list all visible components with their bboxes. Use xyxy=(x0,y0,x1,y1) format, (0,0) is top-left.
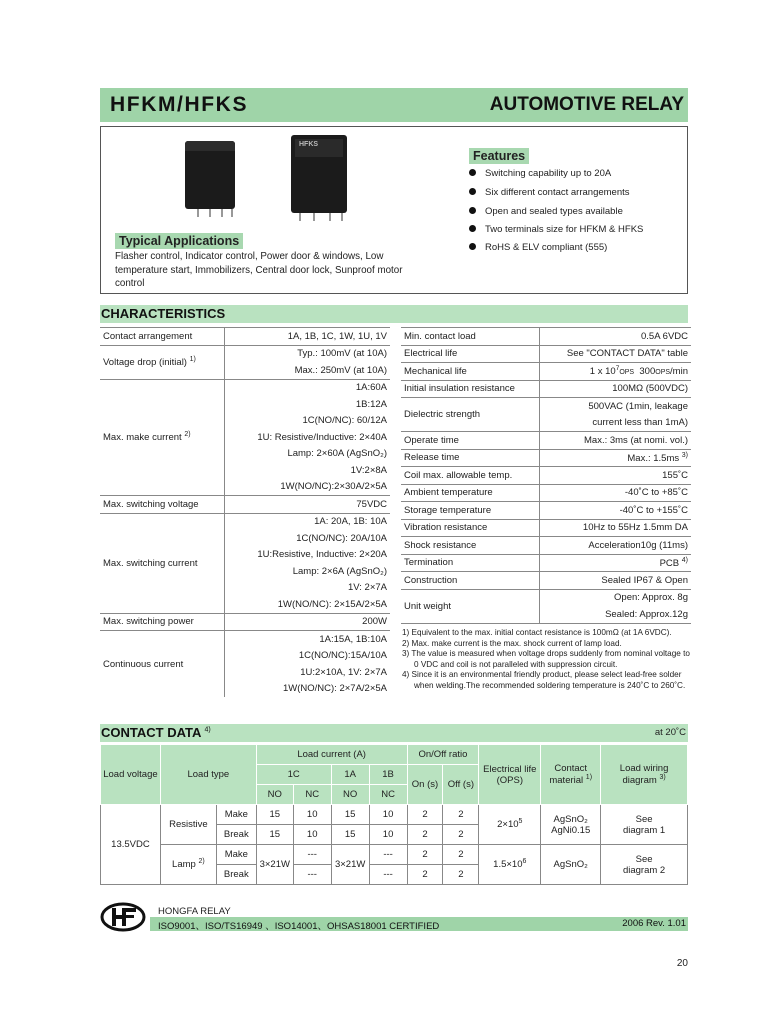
table-cell: 1U: Resistive/Inductive: 2×40A xyxy=(257,431,387,443)
bullet-icon xyxy=(469,243,476,250)
table-row xyxy=(401,467,691,485)
table-row xyxy=(401,589,691,606)
table-cell: Initial insulation resistance xyxy=(401,380,540,398)
table-cell: 2 xyxy=(407,825,443,845)
table-cell: On/Off ratio xyxy=(407,745,479,765)
table-cell: Release time xyxy=(401,449,540,467)
feature-item: Two terminals size for HFKM & HFKS xyxy=(469,224,643,235)
page-number: 20 xyxy=(676,958,688,969)
relay-image-2 xyxy=(291,135,347,213)
table-cell: 1W(NO/NC): 2×7A/2×5A xyxy=(282,683,387,695)
footer-company: HONGFA RELAY xyxy=(158,906,231,917)
table-cell: Sealed: Approx.12g xyxy=(540,606,691,623)
table-cell: 200W xyxy=(224,613,390,631)
table-cell: Open: Approx. 8g xyxy=(614,592,688,604)
table-cell: AgSnO₂ xyxy=(541,845,601,885)
table-cell: 0.5A 6VDC xyxy=(540,328,691,346)
table-cell: 100MΩ (500VDC) xyxy=(540,380,691,398)
table-cell: 10 xyxy=(369,805,407,825)
table-cell: Break xyxy=(216,825,256,845)
table-cell: 1U:Resistive, Inductive: 2×20A xyxy=(257,549,387,561)
table-cell: 155˚C xyxy=(540,467,691,485)
table-cell: Electrical life (OPS) xyxy=(479,745,541,805)
table-cell: 2 xyxy=(443,845,479,865)
footnote: 1) Equivalent to the max. initial contact resistance is 100mΩ (at 1A 6VDC). xyxy=(402,628,672,637)
table-cell: --- xyxy=(293,845,331,865)
contact-data-bar xyxy=(100,724,688,742)
model-title: HFKM/HFKS xyxy=(110,93,249,116)
table-row xyxy=(401,537,691,555)
table-row xyxy=(401,554,691,572)
table-cell: Ambient temperature xyxy=(401,484,540,502)
table-cell: $1.5\times 10^6$ xyxy=(479,845,541,885)
table-cell: 75VDC xyxy=(224,496,390,514)
table-cell: Min. contact load xyxy=(401,328,540,346)
table-row xyxy=(101,805,688,825)
table-cell: Lamp: 2×60A (AgSnO₂) xyxy=(287,448,387,460)
table-cell: Load current (A) xyxy=(256,745,407,765)
table-cell: 1V:2×8A xyxy=(350,464,387,476)
contact-data-temperature: at 20˚C xyxy=(654,727,686,738)
category-title: AUTOMOTIVE RELAY xyxy=(489,94,684,115)
table-row xyxy=(100,513,390,530)
table-row xyxy=(401,449,691,467)
table-cell: Make xyxy=(216,805,256,825)
table-cell: Continuous current xyxy=(100,631,224,698)
table-cell: Contact material $^{1)}$ xyxy=(541,745,601,805)
table-row xyxy=(401,380,691,398)
table-row xyxy=(401,432,691,450)
table-cell: Max.: 3ms (at nomi. vol.) xyxy=(540,432,691,450)
table-cell: 1A xyxy=(331,765,369,785)
table-cell: 10 xyxy=(293,825,331,845)
table-row xyxy=(401,328,691,346)
table-cell: Break xyxy=(216,865,256,885)
characteristics-title: CHARACTERISTICS xyxy=(101,306,226,321)
table-row xyxy=(401,363,691,381)
table-cell: 1A: 20A, 1B: 10A xyxy=(314,516,387,528)
bullet-icon xyxy=(469,225,476,232)
feature-item: Open and sealed types available xyxy=(469,206,623,217)
table-row xyxy=(100,496,390,514)
characteristics-bar xyxy=(100,305,688,323)
table-cell: --- xyxy=(369,865,407,885)
table-cell: Coil max. allowable temp. xyxy=(401,467,540,485)
characteristics-table-right xyxy=(401,327,691,624)
table-cell: 15 xyxy=(256,825,293,845)
table-cell: Max. switching power xyxy=(100,613,224,631)
table-cell: 1V: 2×7A xyxy=(348,582,387,594)
bullet-icon xyxy=(469,169,476,176)
feature-item: Switching capability up to 20A xyxy=(469,168,611,179)
table-cell: See "CONTACT DATA" table xyxy=(540,345,691,363)
table-cell: -40˚C to +155˚C xyxy=(540,502,691,520)
table-cell: 1U:2×10A, 1V: 2×7A xyxy=(300,666,387,678)
table-cell: 1C(NO/NC): 20A/10A xyxy=(296,532,387,544)
table-cell: NO xyxy=(256,785,293,805)
table-cell: 15 xyxy=(331,825,369,845)
title-bar xyxy=(100,88,688,122)
table-cell: Acceleration10g (11ms) xyxy=(540,537,691,555)
table-cell: Load wiring diagram $^{3)}$ xyxy=(601,745,688,805)
table-cell: Typ.: 100mV (at 10A) xyxy=(297,348,387,360)
table-cell: Resistive xyxy=(160,805,216,845)
feature-item: Six different contact arrangements xyxy=(469,187,630,198)
table-row xyxy=(100,631,390,648)
table-cell: NO xyxy=(331,785,369,805)
bullet-icon xyxy=(469,207,476,214)
relay-marking: HFKS xyxy=(299,141,319,148)
table-row xyxy=(401,519,691,537)
characteristics-table-left xyxy=(100,327,390,697)
table-cell: 500VAC (1min, leakage xyxy=(588,400,688,412)
table-cell: 1A:15A, 1B:10A xyxy=(319,633,387,645)
features-label: Features xyxy=(469,148,529,164)
table-row xyxy=(401,398,691,415)
table-cell: Make xyxy=(216,845,256,865)
hongfa-logo xyxy=(100,902,146,932)
table-cell: 10 xyxy=(293,805,331,825)
relay-image-1 xyxy=(185,141,235,209)
table-row xyxy=(401,345,691,363)
table-cell: PCB $^{4)}$ xyxy=(540,554,691,572)
table-cell: current less than 1mA) xyxy=(540,415,691,432)
table-cell: 2 xyxy=(443,865,479,885)
table-cell: 3×21W xyxy=(331,845,369,885)
footer-certifications: ISO9001、ISO/TS16949 、ISO14001、OHSAS18001 CERTIFIED xyxy=(158,921,440,932)
table-cell: 1C(NO/NC):15A/10A xyxy=(298,650,387,662)
table-cell: Lamp $^{2)}$ xyxy=(160,845,216,885)
footnotes xyxy=(402,628,692,692)
table-cell: 2 xyxy=(443,825,479,845)
table-cell: 10Hz to 55Hz 1.5mm DA xyxy=(540,519,691,537)
table-row xyxy=(100,613,390,631)
table-cell: 2 xyxy=(407,865,443,885)
table-cell: See diagram 2 xyxy=(601,845,688,885)
table-cell: 2 xyxy=(407,845,443,865)
table-cell: Lamp: 2×6A (AgSnO₂) xyxy=(292,565,387,577)
table-cell: Termination xyxy=(401,554,540,572)
table-cell: Mechanical life xyxy=(401,363,540,381)
table-cell: Construction xyxy=(401,572,540,590)
table-cell: On (s) xyxy=(407,765,443,805)
table-cell: Shock resistance xyxy=(401,537,540,555)
typical-applications-text: Flasher control, Indicator control, Power door & windows, Low temperature start, Immobilizers, Central door lock, Sunproof motor control xyxy=(115,251,403,289)
table-cell: 10 xyxy=(369,825,407,845)
table-cell: 15 xyxy=(331,805,369,825)
table-cell: 1W(NO/NC):2×30A/2×5A xyxy=(224,479,390,496)
table-cell: 1A, 1B, 1C, 1W, 1U, 1V xyxy=(224,328,390,346)
table-cell: Off (s) xyxy=(443,765,479,805)
table-row xyxy=(100,328,390,346)
table-cell: Max. switching current xyxy=(100,513,224,613)
table-cell: 1 x $10^7OPS$ 300OPS/min xyxy=(540,363,691,381)
table-cell: Max.: 250mV (at 10A) xyxy=(224,362,390,379)
table-cell: 1B:12A xyxy=(355,398,387,410)
table-cell: --- xyxy=(293,865,331,885)
table-cell: Load type xyxy=(160,745,256,805)
table-cell: Sealed IP67 & Open xyxy=(540,572,691,590)
table-cell: Max. make current $^{2)}$ xyxy=(100,379,224,496)
table-cell: 1W(NO/NC): 2×15A/2×5A xyxy=(224,596,390,613)
table-cell: 2 xyxy=(407,805,443,825)
table-cell: 15 xyxy=(256,805,293,825)
table-cell: Unit weight xyxy=(401,589,540,623)
table-cell: Dielectric strength xyxy=(401,398,540,432)
feature-item: RoHS & ELV compliant (555) xyxy=(469,242,607,253)
table-cell: Storage temperature xyxy=(401,502,540,520)
footer-revision: 2006 Rev. 1.01 xyxy=(622,918,686,929)
product-box xyxy=(100,126,688,294)
contact-data-title: CONTACT DATA $^{4)}$ xyxy=(101,725,211,740)
table-cell: Electrical life xyxy=(401,345,540,363)
table-cell: Contact arrangement xyxy=(100,328,224,346)
table-cell: Vibration resistance xyxy=(401,519,540,537)
contact-data-table xyxy=(100,744,688,885)
footnote: 4) Since it is an environmental friendly product, please select lead-free solder when welding.The recommended soldering temperature is 240˚C to 260˚C. xyxy=(402,670,686,690)
table-cell: 1C(NO/NC): 60/12A xyxy=(302,415,387,427)
table-cell: Voltage drop (initial) $^{1)}$ xyxy=(100,345,224,379)
table-cell: 2 xyxy=(443,805,479,825)
table-cell: AgSnO₂ AgNi0.15 xyxy=(541,805,601,845)
table-cell: Load voltage xyxy=(101,745,161,805)
table-cell: NC xyxy=(293,785,331,805)
table-cell: Operate time xyxy=(401,432,540,450)
table-cell: Max. switching voltage xyxy=(100,496,224,514)
table-cell: Max.: 1.5ms $^{3)}$ xyxy=(540,449,691,467)
footnote: 2) Max. make current is the max. shock current of lamp load. xyxy=(402,638,622,648)
table-row xyxy=(401,502,691,520)
typical-applications-label: Typical Applications xyxy=(115,233,243,249)
table-row xyxy=(101,845,688,865)
table-cell: See diagram 1 xyxy=(601,805,688,845)
table-cell: 1B xyxy=(369,765,407,785)
table-cell: --- xyxy=(369,845,407,865)
bullet-icon xyxy=(469,188,476,195)
table-cell: $2\times 10^5$ xyxy=(479,805,541,845)
table-cell: 3×21W xyxy=(256,845,293,885)
table-row xyxy=(401,484,691,502)
table-cell: NC xyxy=(369,785,407,805)
table-cell: 1A:60A xyxy=(355,382,387,394)
table-row xyxy=(100,345,390,362)
table-cell: 13.5VDC xyxy=(101,805,161,885)
table-row xyxy=(100,379,390,396)
table-row xyxy=(401,572,691,590)
table-cell: 1C xyxy=(256,765,331,785)
table-cell: -40˚C to +85˚C xyxy=(540,484,691,502)
footnote: 3) The value is measured when voltage drops suddenly from nominal voltage to 0 VDC and coil is not paralleled with suppression circuit. xyxy=(402,649,690,669)
